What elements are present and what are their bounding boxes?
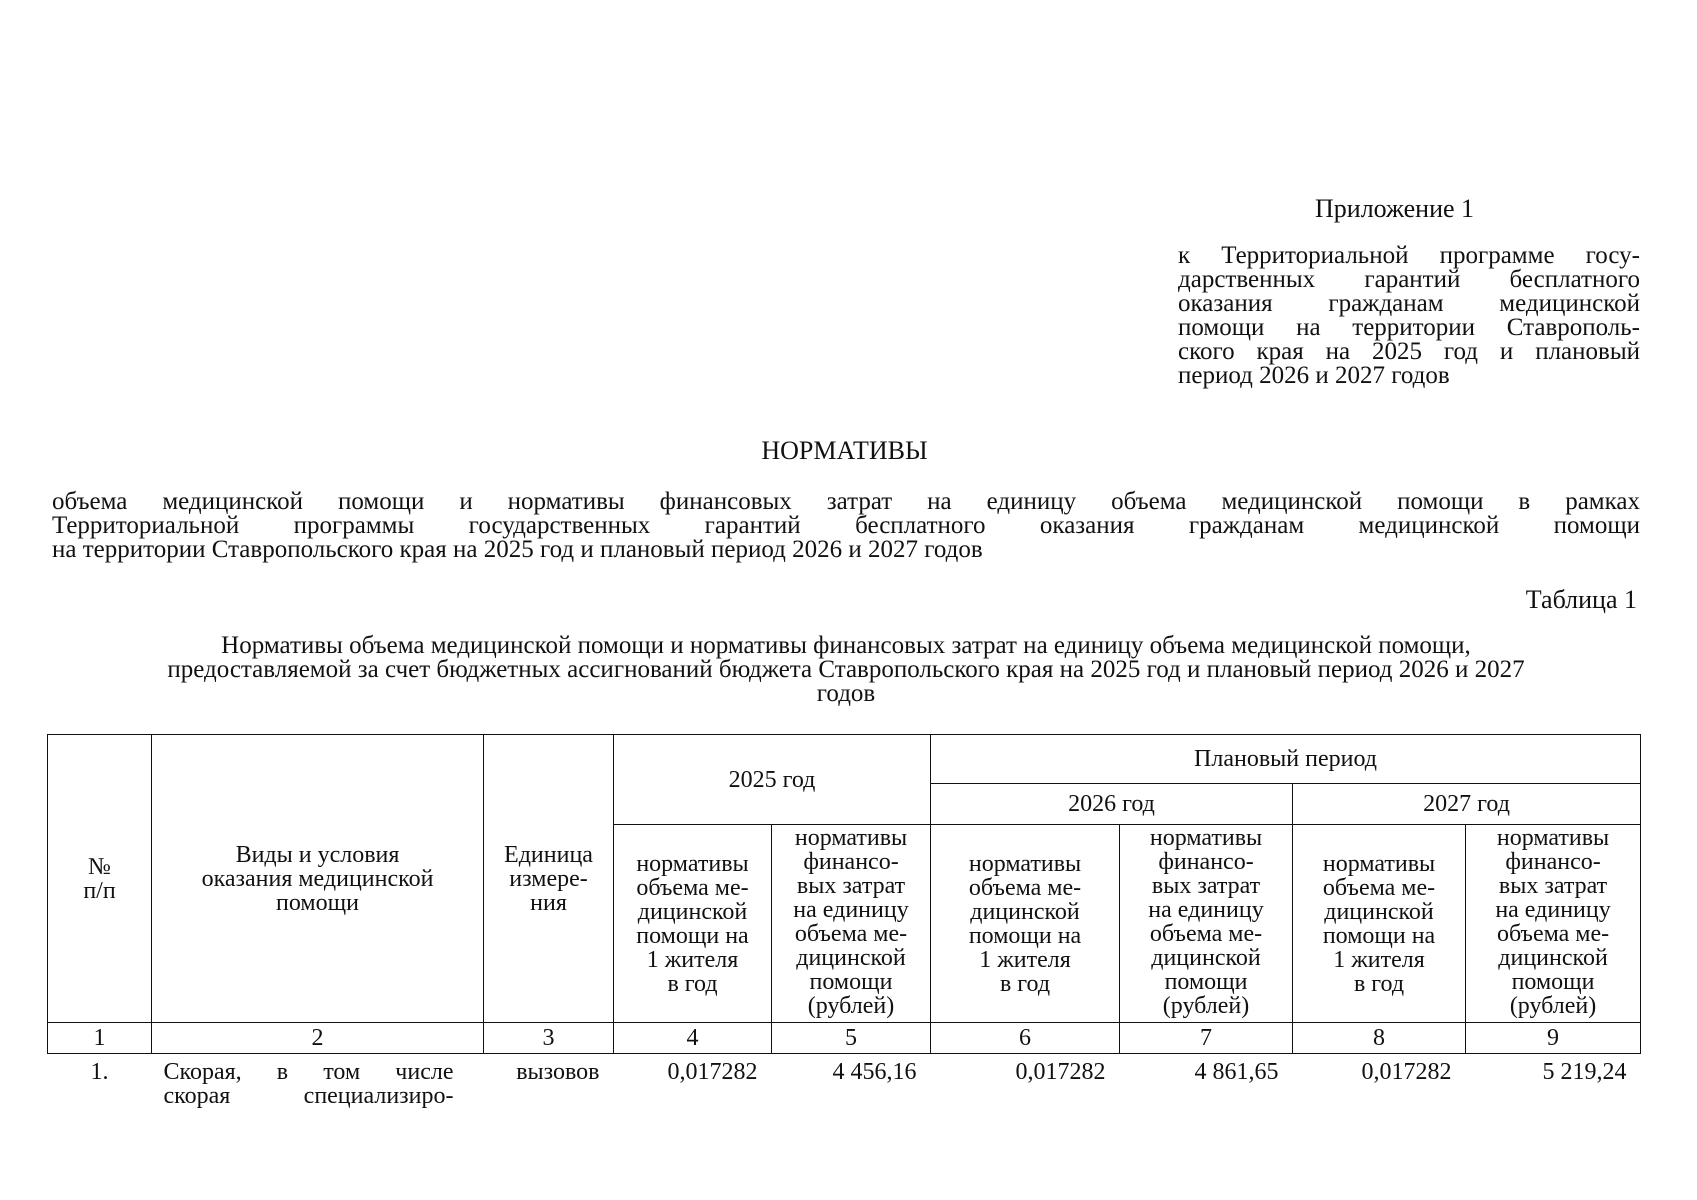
column-number: 1 — [48, 1023, 152, 1054]
column-number: 9 — [1466, 1023, 1641, 1054]
column-number-row — [48, 1023, 1641, 1054]
header-year-2027: 2027 год — [1293, 784, 1641, 825]
column-number: 8 — [1293, 1023, 1466, 1054]
header-kinds: Виды и условия оказания медицинской помощи — [152, 735, 484, 1023]
header-cost-norm-2025: нормативы финансо- вых затрат на единицу объема ме- дицинской помощи (рублей) — [772, 825, 931, 1023]
table-label: Таблица 1 — [1525, 585, 1637, 614]
row-volume-2027: 0,017282 — [1361, 1059, 1452, 1085]
annex-text — [1178, 244, 1640, 388]
column-number: 3 — [484, 1023, 614, 1054]
caption-line: предоставляемой за счет бюджетных ассигнований бюджета Ставропольского края на 2025 год и плановый период 2026 и 2027 — [167, 656, 1525, 683]
header-year-2026: 2026 год — [931, 784, 1293, 825]
annex-line: оказания гражданам медицинской — [1178, 290, 1640, 317]
header-unit: Единица измере- ния — [484, 735, 614, 1023]
annex-line: помощи на территории Ставрополь- — [1178, 314, 1640, 341]
column-number: 6 — [931, 1023, 1120, 1054]
document-title-text: НОРМАТИВЫ — [761, 436, 928, 465]
annex-line: дарственных гарантий бесплатного — [1178, 266, 1640, 293]
caption-line: годов — [816, 680, 876, 707]
annex-title: Приложение 1 — [1315, 194, 1475, 223]
table-caption — [52, 634, 1640, 706]
column-number: 5 — [772, 1023, 931, 1054]
row-unit: вызовов — [516, 1059, 600, 1085]
row-cost-2026: 4 861,65 — [1194, 1059, 1279, 1085]
table-row — [48, 1054, 1641, 1109]
header-planned-period: Плановый период — [931, 735, 1641, 784]
header-cost-norm-2026: нормативы финансо- вых затрат на единицу объема ме- дицинской помощи (рублей) — [1120, 825, 1293, 1023]
subtitle-line: Территориальной программы государственных гарантий бесплатного оказания гражданам медицинской помощи — [52, 512, 1640, 539]
row-description — [152, 1054, 484, 1109]
header-num: № п/п — [48, 735, 152, 1023]
annex-line: ского края на 2025 год и плановый — [1178, 338, 1640, 365]
row-description-line: Скорая, в том числе — [163, 1059, 454, 1085]
caption-line: Нормативы объема медицинской помощи и нормативы финансовых затрат на единицу объема медицинской помощи, — [221, 632, 1471, 659]
header-volume-norm-2027: нормативы объема ме- дицинской помощи на 1 жителя в год — [1293, 825, 1466, 1023]
annex-line: к Территориальной программе госу- — [1178, 242, 1640, 269]
row-cost-2027: 5 219,24 — [1542, 1059, 1627, 1085]
header-volume-norm-2025: нормативы объема ме- дицинской помощи на 1 жителя в год — [614, 825, 772, 1023]
header-cost-norm-2027: нормативы финансо- вых затрат на единицу объема ме- дицинской помощи (рублей) — [1466, 825, 1641, 1023]
row-index: 1. — [90, 1059, 109, 1085]
column-number: 4 — [614, 1023, 772, 1054]
norms-table — [47, 734, 1641, 1108]
row-cost-2025: 4 456,16 — [832, 1059, 917, 1085]
row-volume-2026: 0,017282 — [1015, 1059, 1106, 1085]
header-year-2025: 2025 год — [614, 735, 931, 825]
row-volume-2025: 0,017282 — [667, 1059, 758, 1085]
document-title — [0, 436, 1697, 466]
header-volume-norm-2026: нормативы объема ме- дицинской помощи на 1 жителя в год — [931, 825, 1120, 1023]
column-number: 2 — [152, 1023, 484, 1054]
subtitle-line: объема медицинской помощи и нормативы финансовых затрат на единицу объема медицинской помощи в рамках — [52, 488, 1640, 515]
document-subtitle — [52, 490, 1640, 562]
annex-line: период 2026 и 2027 годов — [1178, 362, 1450, 389]
column-number: 7 — [1120, 1023, 1293, 1054]
subtitle-line: на территории Ставропольского края на 2025 год и плановый период 2026 и 2027 годов — [52, 536, 983, 563]
row-description-line: скорая специализиро- — [163, 1083, 454, 1109]
